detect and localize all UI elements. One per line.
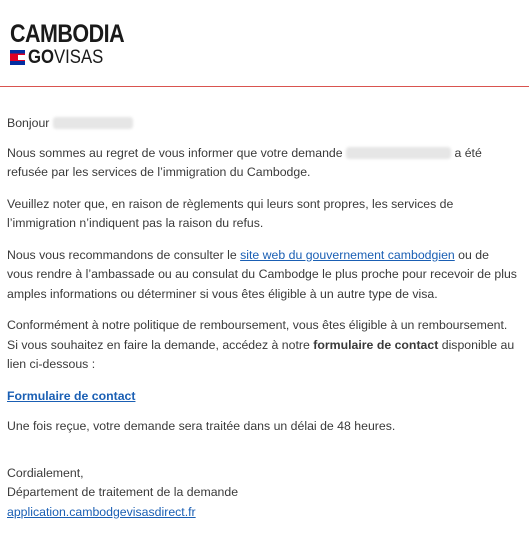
signature-website-link[interactable]: application.cambodgevisasdirect.fr <box>7 504 196 519</box>
cambodia-flag-icon <box>10 50 25 65</box>
closing-text: Cordialement, <box>7 465 84 480</box>
refusal-paragraph <box>7 144 517 183</box>
recommendation-text-end: ou de vous rendre à l’ambassade ou au consulat du Cambodge le plus proche pour recevoir de plus amples informations ou déterminer si vous êtes éligible à un autre type de visa. <box>7 247 517 301</box>
greeting-line <box>7 114 517 134</box>
department-text: Département de traitement de la demande <box>7 485 239 499</box>
processing-time-paragraph: Une fois reçue, votre demande sera traitée dans un délai de 48 heures. <box>7 419 396 433</box>
no-reason-paragraph: Veuillez noter que, en raison de règlements qui leurs sont propres, les services de l’immigration n’indiquent pas la raison du refus. <box>7 196 454 230</box>
logo-visas-text: VISAS <box>54 47 104 68</box>
recommendation-paragraph <box>7 246 517 305</box>
redacted-recipient-name <box>53 117 133 129</box>
contact-form-paragraph <box>7 387 517 407</box>
greeting-text: Bonjour <box>7 116 50 130</box>
email-header <box>0 0 529 87</box>
email-body <box>0 114 529 522</box>
logo-go-text: GO <box>28 47 55 68</box>
refusal-text-end: a été refusée par les services de l’immigration du Cambodge. <box>7 145 482 179</box>
refusal-text-start: Nous sommes au regret de vous informer que votre demande <box>7 145 343 160</box>
cambodia-govisas-logo <box>10 20 125 68</box>
refund-text-end: disponible au lien ci-dessous : <box>7 337 515 371</box>
government-website-link[interactable]: site web du gouvernement cambodgien <box>240 247 455 262</box>
refund-form-bold: formulaire de contact <box>313 337 439 352</box>
logo-line-cambodia: CAMBODIA <box>10 20 125 48</box>
contact-form-link[interactable]: Formulaire de contact <box>7 388 136 403</box>
redacted-application-number <box>346 147 451 159</box>
refund-text-start: Conformément à notre politique de remboursement, vous êtes éligible à un remboursement. Si vous souhaitez en faire la demande, accédez à notre <box>7 318 508 352</box>
logo-line-govisas <box>10 48 110 67</box>
signature-block <box>7 464 517 523</box>
refund-paragraph <box>7 316 517 375</box>
recommendation-text-start: Nous vous recommandons de consulter le <box>7 247 237 262</box>
